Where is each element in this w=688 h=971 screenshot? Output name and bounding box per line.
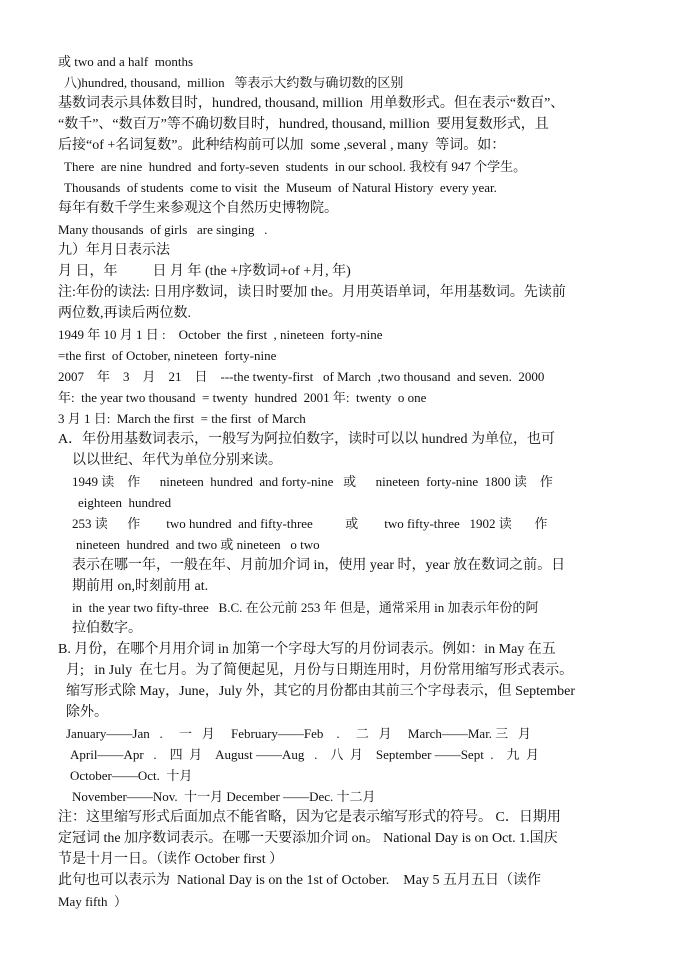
text-line: 期前用 on,时刻前用 at. <box>72 579 209 594</box>
text-line: 缩写形式除 May，June，July 外，其它的月份都由其前三个字母表示，但 September <box>66 684 576 699</box>
text-line: 定冠词 the 加序数词表示。在哪一天要添加介词 on。 National Day is on Oct. 1.国庆 <box>58 831 558 846</box>
section-heading: 九）年月日表示法 <box>58 243 170 258</box>
text-line: 以以世纪、年代为单位分别来读。 <box>72 453 282 468</box>
example-line: nineteen hundred and two 或 nineteen o two <box>76 537 320 552</box>
example-line: There are nine hundred and forty-seven students in our school. 我校有 947 个学生。 <box>64 159 527 174</box>
month-abbrev-line: April——Apr . 四 月 August ——Aug . 八 月 September ——Sept . 九 月 <box>70 747 540 762</box>
section-heading: 八)hundred, thousand, million 等表示大约数与确切数的区别 <box>64 75 404 90</box>
example-line: in the year two fifty-three B.C. 在公元前 253 年 但是，通常采用 in 加表示年份的阿 <box>72 600 539 615</box>
text-line: 除外。 <box>66 705 108 720</box>
note-line: 注:年份的读法: 日用序数词，读日时要加 the。月用英语单词，年用基数词。先读前 <box>58 285 566 300</box>
example-line: Many thousands of girls are singing . <box>58 222 268 237</box>
example-line: =the first of October, nineteen forty-nine <box>58 348 277 363</box>
text-line: 基数词表示具体数目时，hundred, thousand, million 用单数形式。但在表示“数百”、 <box>58 96 565 111</box>
text-line: 表示在哪一年，一般在年、月前加介词 in，使用 year 时，year 放在数词之前。日 <box>72 558 566 573</box>
text-line: 此句也可以表示为 National Day is on the 1st of October. May 5 五月五日（读作 <box>58 873 541 888</box>
text-line: 后接“of +名词复数”。此种结构前可以加 some ,several , many 等词。如： <box>58 138 506 153</box>
example-line: 1949 年 10 月 1 日 : October the first , nineteen forty-nine <box>58 327 383 342</box>
example-line: 3 月 1 日: March the first = the first of March <box>58 411 306 426</box>
text-line: 月; in July 在七月。为了简便起见，月份与日期连用时，月份常用缩写形式表示。 <box>66 663 574 678</box>
text-line: “数千”、“数百万”等不确切数目时，hundred, thousand, million 要用复数形式，且 <box>58 117 549 132</box>
text-line: May fifth ） <box>58 894 127 909</box>
month-abbrev-line: October——Oct. 十月 <box>70 768 193 783</box>
example-line: Thousands of students come to visit the Museum of Natural History every year. <box>64 180 497 195</box>
example-line: 253 读 作 two hundred and fifty-three 或 two fifty-three 1902 读 作 <box>72 516 548 531</box>
text-line: 或 two and a half months <box>58 54 194 69</box>
example-line: 2007 年 3 月 21 日 ---the twenty-first of March ,two thousand and seven. 2000 <box>58 369 545 384</box>
text-line: A．年份用基数词表示，一般写为阿拉伯数字，读时可以以 hundred 为单位，也可 <box>58 432 555 447</box>
example-line: 年: the year two thousand = twenty hundred 2001 年: twenty o one <box>58 390 427 405</box>
text-line: 每年有数千学生来参观这个自然历史博物院。 <box>58 201 338 216</box>
month-abbrev-line: November——Nov. 十一月 December ——Dec. 十二月 <box>72 789 376 804</box>
text-line: 拉伯数字。 <box>72 621 142 636</box>
note-line: 注：这里缩写形式后面加点不能省略，因为它是表示缩写形式的符号。 C．日期用 <box>58 810 561 825</box>
example-line: 1949 读 作 nineteen hundred and forty-nine 或 nineteen forty-nine 1800 读 作 <box>72 474 553 489</box>
text-line: 两位数,再读后两位数. <box>58 306 191 321</box>
text-line: B. 月份，在哪个月用介词 in 加第一个字母大写的月份词表示。例如：in May 在五 <box>58 642 556 657</box>
text-line: 月 日，年 日 月 年 (the +序数词+of +月, 年) <box>58 264 351 279</box>
month-abbrev-line: January——Jan . 一 月 February——Feb . 二 月 March——Mar. 三 月 <box>66 726 532 741</box>
text-line: 节是十月一日。（读作 October first ） <box>58 852 284 867</box>
example-line: eighteen hundred <box>78 495 172 510</box>
